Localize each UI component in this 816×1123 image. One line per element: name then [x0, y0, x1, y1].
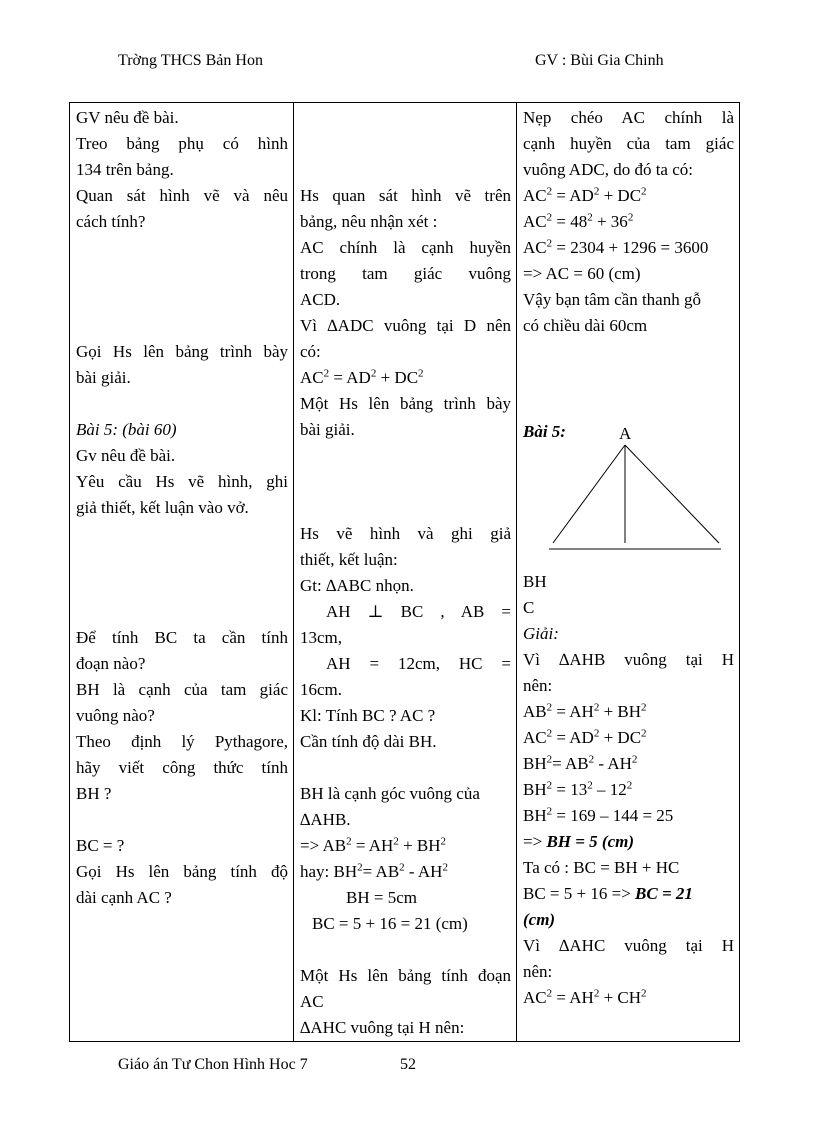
- text-line: Vì ∆AHC vuông tại H: [523, 936, 734, 955]
- exercise-title: Bài 5:: [523, 422, 566, 441]
- result-unit: (cm): [523, 910, 556, 929]
- formula-line: hay: $BH^2= AB^2 - AH^2$: [300, 861, 448, 881]
- formula-line: $AC^2 = AD^2 + DC^2$: [523, 185, 647, 205]
- text-line: bảng, nêu nhận xét :: [300, 212, 438, 231]
- vertex-label-h: H: [534, 572, 547, 591]
- text-line: có chiều dài 60cm: [523, 316, 648, 335]
- text-line: Gt: ∆ABC nhọn.: [300, 576, 414, 595]
- text-line: ∆AHB.: [300, 810, 351, 829]
- text-line: 16cm.: [300, 680, 343, 699]
- text-line: Yêu cầu Hs vẽ hình, ghi: [76, 472, 288, 491]
- text-line: => AC = 60 (cm): [523, 264, 641, 283]
- text-line: Kl: Tính BC ? AC ?: [300, 706, 436, 725]
- side-ab: [553, 445, 625, 543]
- footer-title: Giáo án Tư Chon Hình Hoc 7: [118, 1056, 308, 1073]
- triangle-diagram: [523, 417, 733, 569]
- text-line: BC = ?: [76, 836, 125, 855]
- triangle-figure: [523, 417, 734, 569]
- teacher-activity-column: [70, 103, 294, 1042]
- exercise-title: Bài 5: (bài 60): [76, 420, 177, 439]
- text-line: BH ?: [76, 784, 112, 803]
- text-line: BH là cạnh của tam giác: [76, 680, 288, 699]
- formula-line: $AC^2 = 48^2 + 36^2$: [523, 211, 634, 231]
- text-line: vuông ADC, do đó ta có:: [523, 160, 693, 179]
- text-line: Cần tính độ dài BH.: [300, 732, 437, 751]
- text-line: 134 trên bảng.: [76, 160, 174, 179]
- text-line: vuông nào?: [76, 706, 155, 725]
- text-line: có:: [300, 342, 321, 361]
- text-line: nên:: [523, 962, 553, 981]
- text-line: nên:: [523, 676, 553, 695]
- text-line: Để tính BC ta cần tính: [76, 628, 288, 647]
- formula-line: $AB^2 = AH^2 + BH^2$: [523, 701, 647, 721]
- text-line: đoạn nào?: [76, 654, 146, 673]
- result-line: => BH = 5 (cm): [523, 832, 635, 851]
- text-line: bài giải.: [300, 420, 355, 439]
- text-line: Vì ∆ADC vuông tại D nên: [300, 316, 511, 335]
- text-line: cạnh huyền của tam giác: [523, 134, 734, 153]
- text-line: Hs quan sát hình vẽ trên: [300, 186, 511, 205]
- text-line: Hs vẽ hình và ghi giả: [300, 524, 511, 543]
- text-line: BH = 5cm: [346, 888, 417, 907]
- text-line: Một Hs lên bảng tính đoạn: [300, 966, 511, 985]
- text-line: BC = 5 + 16 = 21 (cm): [312, 914, 468, 933]
- text-line: Một Hs lên bảng trình bày: [300, 394, 511, 413]
- text-line: Theo định lý Pythagore,: [76, 732, 288, 751]
- text-line: thiết, kết luận:: [300, 550, 398, 569]
- formula-line: $AC^2 = AD^2 + DC^2$: [300, 367, 424, 387]
- text-line: AC chính là cạnh huyền: [300, 238, 511, 257]
- text-line: BH là cạnh góc vuông của: [300, 784, 480, 803]
- text-line: ∆AHC vuông tại H nên:: [300, 1018, 465, 1037]
- text-line: AH ⊥ BC , AB =: [326, 602, 511, 621]
- text-line: Nẹp chéo AC chính là: [523, 108, 734, 127]
- student-activity-column: [294, 103, 517, 1042]
- text-line: AH = 12cm, HC =: [326, 654, 511, 673]
- result-line: BC = 5 + 16 => BC = 21: [523, 884, 693, 903]
- text-line: cách tính?: [76, 212, 146, 231]
- text-line: Vậy bạn tâm cần thanh gỗ: [523, 290, 701, 309]
- text-line: giả thiết, kết luận vào vở.: [76, 498, 249, 517]
- formula-line: $AC^2 = AH^2 + CH^2$: [523, 987, 647, 1007]
- text-line: Treo bảng phụ có hình: [76, 134, 288, 153]
- page-number: 52: [400, 1056, 416, 1073]
- text-line: bài giải.: [76, 368, 131, 387]
- text-line: trong tam giác vuông: [300, 264, 511, 283]
- text-line: AC: [300, 992, 324, 1011]
- vertex-label-a: A: [619, 424, 632, 443]
- text-line: Quan sát hình vẽ và nêu: [76, 186, 288, 205]
- vertex-label-b: B: [523, 572, 535, 591]
- lesson-table: [69, 102, 740, 1042]
- vertex-labels-row: [523, 569, 734, 595]
- text-line: Gọi Hs lên bảng tính độ: [76, 862, 288, 881]
- text-line: GV nêu đề bài.: [76, 108, 179, 127]
- text-line: Gọi Hs lên bảng trình bày: [76, 342, 288, 361]
- vertex-label-c: C: [523, 598, 535, 617]
- formula-line: $BH^2= AB^2 - AH^2$: [523, 753, 638, 773]
- solution-title: Giải:: [523, 624, 559, 643]
- header-school: Trờng THCS Bản Hon: [118, 52, 263, 69]
- side-ac: [625, 445, 719, 543]
- content-column: [517, 103, 740, 1042]
- text-line: hãy viết công thức tính: [76, 758, 288, 777]
- formula-line: $BH^2 = 13^2 - 12^2$: [523, 779, 633, 799]
- formula-line: $AC^2 = 2304 + 1296 = 3600$: [523, 237, 709, 257]
- formula-line: $AC^2 = AD^2 + DC^2$: [523, 727, 647, 747]
- header-teacher: GV : Bùi Gia Chinh: [535, 52, 664, 69]
- text-line: Gv nêu đề bài.: [76, 446, 176, 465]
- formula-line: => $AB^2 = AH^2 + BH^2$: [300, 835, 447, 855]
- text-line: Ta có : BC = BH + HC: [523, 858, 680, 877]
- formula-line: $BH^2 = 169 - 144 = 25$: [523, 805, 674, 825]
- text-line: ACD.: [300, 290, 341, 309]
- text-line: Vì ∆AHB vuông tại H: [523, 650, 734, 669]
- text-line: 13cm,: [300, 628, 343, 647]
- text-line: dài cạnh AC ?: [76, 888, 172, 907]
